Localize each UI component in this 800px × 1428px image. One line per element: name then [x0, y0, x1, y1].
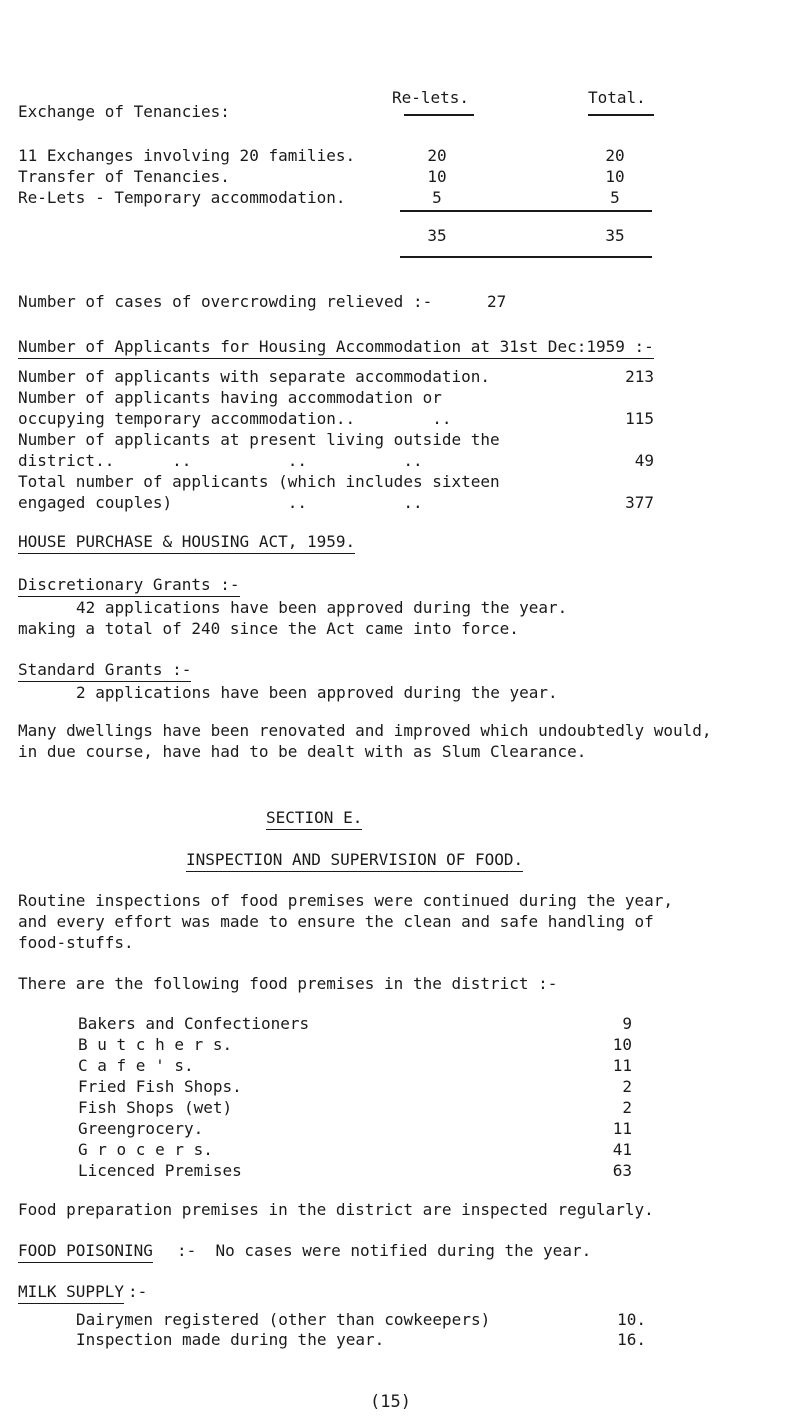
discretionary-heading: Discretionary Grants :-	[18, 575, 240, 597]
discretionary-line: 42 applications have been approved during the year.	[76, 598, 568, 617]
food-prep-line: Food preparation premises in the district are inspected regularly.	[18, 1200, 654, 1219]
section-subtitle: INSPECTION AND SUPERVISION OF FOOD.	[186, 850, 523, 872]
standard-heading: Standard Grants :-	[18, 660, 191, 682]
total-header-rule	[588, 114, 654, 116]
premises-count: 63	[612, 1161, 632, 1180]
premises-count: 9	[622, 1014, 632, 1033]
premises-label: Greengrocery.	[78, 1119, 204, 1138]
exchange-row-label: 11 Exchanges involving 20 families.	[18, 146, 356, 165]
applicants-value: 115	[625, 409, 654, 428]
sum-rule-top	[400, 210, 652, 212]
milk-supply-heading: MILK SUPPLY	[18, 1282, 124, 1304]
routine-line: and every effort was made to ensure the clean and safe handling of	[18, 912, 654, 931]
applicants-heading: Number of Applicants for Housing Accommodation at 31st Dec:1959 :-	[18, 337, 654, 359]
col-header-relets: Re-lets.	[392, 88, 470, 107]
standard-line: 2 applications have been approved during the year.	[76, 683, 558, 702]
applicants-line: Number of applicants having accommodation or	[18, 388, 442, 407]
milk-value: 10.	[617, 1310, 646, 1329]
routine-line: food-stuffs.	[18, 933, 134, 952]
exchange-row-label: Transfer of Tenancies.	[18, 167, 230, 186]
relets-header-rule	[404, 114, 474, 116]
applicants-line: district.. .. .. ..	[18, 451, 423, 470]
renovated-line: Many dwellings have been renovated and improved which undoubtedly would,	[18, 721, 712, 740]
applicants-line: occupying temporary accommodation.. ..	[18, 409, 452, 428]
routine-line: Routine inspections of food premises were continued during the year,	[18, 891, 674, 910]
premises-label: Fish Shops (wet)	[78, 1098, 233, 1117]
exchange-row-relets: 10	[427, 167, 447, 186]
discretionary-line: making a total of 240 since the Act came into force.	[18, 619, 519, 638]
col-header-total: Total.	[588, 88, 646, 107]
overcrowding-value: 27	[487, 292, 507, 311]
exchange-sum-total: 35	[605, 226, 625, 245]
exchange-heading: Exchange of Tenancies:	[18, 102, 230, 121]
exchange-row-relets: 20	[427, 146, 447, 165]
overcrowding-label: Number of cases of overcrowding relieved :-	[18, 292, 433, 311]
applicants-line: Total number of applicants (which includes sixteen	[18, 472, 500, 491]
exchange-sum-relets: 35	[427, 226, 447, 245]
milk-line: Inspection made during the year.	[76, 1330, 385, 1349]
food-poisoning-text: :- No cases were notified during the year.	[177, 1241, 592, 1260]
renovated-line: in due course, have had to be dealt with as Slum Clearance.	[18, 742, 587, 761]
applicants-line: engaged couples) .. ..	[18, 493, 423, 512]
premises-count: 2	[622, 1098, 632, 1117]
exchange-row-total: 5	[610, 188, 620, 207]
exchange-row-relets: 5	[432, 188, 442, 207]
applicants-value: 49	[634, 451, 654, 470]
applicants-line: Number of applicants at present living outside the	[18, 430, 500, 449]
applicants-value: 377	[625, 493, 654, 512]
premises-intro: There are the following food premises in the district :-	[18, 974, 558, 993]
premises-label: G r o c e r s.	[78, 1140, 213, 1159]
section-title: SECTION E.	[266, 808, 362, 830]
premises-label: Fried Fish Shops.	[78, 1077, 242, 1096]
applicants-line: Number of applicants with separate accommodation.	[18, 367, 491, 386]
milk-line: Dairymen registered (other than cowkeepers)	[76, 1310, 491, 1329]
applicants-value: 213	[625, 367, 654, 386]
milk-supply-suffix: :-	[128, 1282, 148, 1301]
premises-count: 11	[612, 1119, 632, 1138]
premises-label: Bakers and Confectioners	[78, 1014, 310, 1033]
page-number: (15)	[370, 1392, 411, 1412]
premises-count: 10	[612, 1035, 632, 1054]
premises-label: Licenced Premises	[78, 1161, 242, 1180]
food-poisoning-heading: FOOD POISONING	[18, 1241, 153, 1263]
premises-count: 11	[612, 1056, 632, 1075]
milk-value: 16.	[617, 1330, 646, 1349]
sum-rule-bottom	[400, 256, 652, 258]
premises-count: 2	[622, 1077, 632, 1096]
premises-label: C a f e ' s.	[78, 1056, 194, 1075]
exchange-row-total: 10	[605, 167, 625, 186]
premises-label: B u t c h e r s.	[78, 1035, 233, 1054]
premises-count: 41	[612, 1140, 632, 1159]
exchange-row-label: Re-Lets - Temporary accommodation.	[18, 188, 346, 207]
house-purchase-heading: HOUSE PURCHASE & HOUSING ACT, 1959.	[18, 532, 355, 554]
exchange-row-total: 20	[605, 146, 625, 165]
